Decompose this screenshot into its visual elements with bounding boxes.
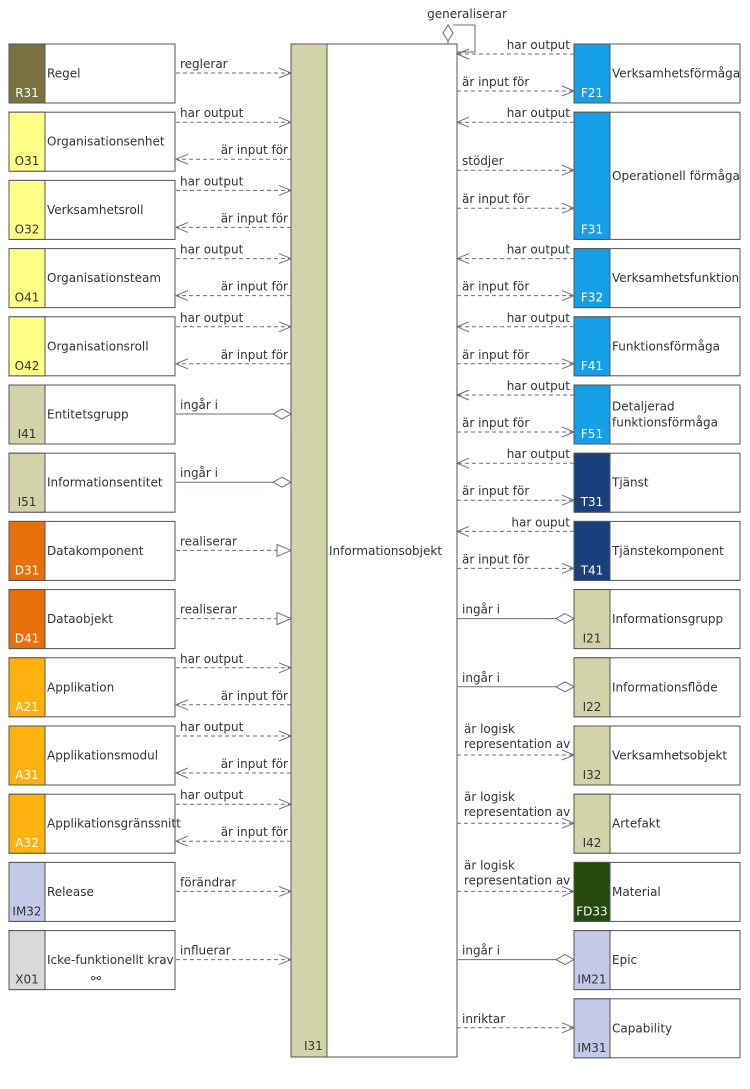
link-icon: ⚯	[91, 971, 102, 986]
relation-label: har output	[506, 106, 570, 121]
element-code: I22	[582, 699, 602, 714]
element-o42[interactable]	[9, 317, 175, 376]
relation-label: inriktar	[462, 1011, 506, 1026]
element-code: F21	[580, 86, 604, 100]
element-t31[interactable]	[574, 453, 740, 512]
element-im32[interactable]	[9, 862, 175, 921]
element-name: Dataobjekt	[47, 612, 113, 627]
relation-label: har output	[180, 310, 244, 325]
relation-label: representation av	[464, 737, 571, 751]
element-name: Regel	[47, 66, 81, 81]
element-name: Tjänst	[612, 475, 649, 490]
relation-label: är input för	[462, 484, 530, 499]
element-i51[interactable]	[9, 453, 175, 512]
relation-label: förändrar	[180, 875, 237, 890]
element-f31[interactable]	[574, 112, 740, 239]
element-name: funktionsförmåga	[612, 415, 718, 430]
element-code: A31	[15, 768, 39, 782]
element-name: Epic	[612, 953, 638, 968]
relation-label: har output	[506, 379, 570, 393]
element-code: I21	[582, 631, 602, 646]
relation-label: har ouput	[511, 515, 570, 530]
element-a32[interactable]	[9, 794, 181, 853]
element-code: D41	[14, 631, 40, 646]
element-code: A21	[15, 699, 39, 714]
element-name: Verksamhetsförmåga	[612, 66, 741, 81]
element-name: Informationsflöde	[612, 680, 718, 695]
element-i22[interactable]	[574, 658, 740, 717]
relation-label: är input för	[220, 143, 288, 158]
element-name: Verksamhetsroll	[47, 202, 144, 217]
relation-label: har output	[506, 310, 570, 325]
element-code: F31	[580, 222, 604, 237]
element-code: O42	[14, 358, 40, 373]
element-i42[interactable]	[574, 794, 740, 853]
element-name: Applikation	[47, 680, 115, 695]
element-code: I42	[582, 836, 602, 851]
element-i41[interactable]	[9, 385, 175, 444]
element-name: Entitetsgrupp	[47, 407, 129, 422]
relation-label: har output	[506, 38, 570, 52]
element-code: I32	[582, 768, 602, 782]
element-code: F51	[580, 427, 604, 441]
element-i21[interactable]	[574, 590, 740, 649]
relation-label: har output	[180, 788, 244, 803]
element-f41[interactable]	[574, 317, 740, 376]
relation-label: är input för	[462, 75, 530, 89]
element-code: O31	[14, 154, 40, 169]
element-f32[interactable]	[574, 249, 740, 308]
element-t41[interactable]	[574, 521, 740, 580]
relation-label: har output	[180, 106, 244, 121]
relation-label: är input för	[462, 347, 530, 362]
element-name: Funktionsförmåga	[612, 339, 720, 354]
center-element-label: Informationsobjekt	[329, 544, 443, 558]
element-name: Icke-funktionellt krav	[47, 953, 174, 968]
element-o31[interactable]	[9, 112, 175, 171]
relation-label: har output	[506, 242, 570, 257]
relation-label: ingår i	[462, 602, 500, 617]
relation-label: är input för	[220, 688, 288, 703]
element-name: Detaljerad	[612, 399, 675, 414]
element-code: X01	[15, 972, 39, 987]
relation-label: reglerar	[180, 57, 228, 71]
element-name: Tjänstekomponent	[612, 543, 724, 558]
element-fd33[interactable]	[574, 862, 740, 921]
element-d41[interactable]	[9, 590, 175, 649]
element-code: A32	[15, 836, 39, 851]
element-name: Organisationsenhet	[47, 134, 165, 149]
element-code: I51	[17, 495, 37, 510]
relation-label: har output	[180, 651, 244, 666]
element-code: T41	[580, 563, 604, 578]
element-r31[interactable]	[9, 44, 175, 103]
element-o41[interactable]	[9, 249, 175, 308]
element-im21[interactable]	[574, 931, 740, 990]
element-o32[interactable]	[9, 180, 175, 239]
center-element-code: I31	[304, 1039, 323, 1053]
relation-label: har output	[506, 447, 570, 462]
relation-label: är logisk	[464, 790, 515, 805]
relation-label: representation av	[464, 873, 571, 888]
relation-label: realiserar	[180, 602, 237, 617]
element-f51[interactable]	[574, 385, 740, 444]
relation-label: har output	[180, 174, 244, 189]
element-name: Datakomponent	[47, 543, 144, 558]
element-name: Organisationsroll	[47, 339, 149, 354]
relation-label: är input för	[220, 347, 288, 362]
relation-label: ingår i	[180, 398, 218, 412]
element-code: T31	[580, 495, 604, 510]
element-code: O32	[14, 222, 40, 237]
relation-label: är input för	[220, 279, 288, 294]
relation-label: har output	[180, 242, 244, 257]
relation-label: representation av	[464, 805, 571, 820]
element-name: Material	[612, 884, 661, 899]
element-x01[interactable]	[9, 931, 175, 990]
element-name: Artefakt	[612, 816, 661, 831]
element-code: IM21	[577, 972, 607, 987]
element-code: FD33	[576, 904, 608, 919]
relation-label: influerar	[180, 943, 231, 958]
relation-label: är input för	[462, 192, 530, 207]
relation-label: realiserar	[180, 534, 237, 549]
element-code: D31	[14, 563, 40, 578]
relation-label: ingår i	[462, 670, 500, 685]
element-code: IM32	[12, 904, 42, 919]
element-name: Operationell förmåga	[612, 168, 740, 183]
relation-label: är input för	[220, 825, 288, 840]
element-name: Informationsgrupp	[612, 612, 724, 627]
element-d31[interactable]	[9, 521, 175, 580]
element-code: O41	[14, 290, 40, 305]
relation-label: är logisk	[464, 722, 515, 736]
relation-label: är input för	[462, 279, 530, 294]
relation-label: är logisk	[464, 858, 515, 873]
element-code: F41	[580, 358, 604, 373]
relation-label: stödjer	[462, 154, 504, 169]
element-name: Applikationsgränssnitt	[47, 816, 181, 831]
element-name: Verksamhetsfunktion	[612, 271, 740, 286]
element-i32[interactable]	[574, 726, 740, 785]
relation-label: är input för	[462, 552, 530, 567]
relation-label: ingår i	[462, 943, 500, 958]
element-f21[interactable]	[574, 44, 740, 103]
element-a21[interactable]	[9, 658, 175, 717]
element-im31[interactable]	[574, 999, 740, 1058]
element-code: F32	[580, 290, 604, 305]
element-name: Release	[47, 884, 94, 899]
element-name: Applikationsmodul	[47, 748, 159, 763]
element-code: R31	[15, 86, 39, 100]
element-a31[interactable]	[9, 726, 175, 785]
relation-label: har output	[180, 720, 244, 734]
element-code: IM31	[577, 1040, 607, 1055]
center-element[interactable]	[291, 44, 457, 1057]
element-name: Informationsentitet	[47, 475, 163, 490]
relation-label: ingår i	[180, 466, 218, 481]
relation-label: är input för	[462, 416, 530, 430]
relation-label: är input för	[220, 757, 288, 771]
element-name: Verksamhetsobjekt	[612, 748, 728, 763]
element-name: Organisationsteam	[47, 271, 162, 286]
element-code: I41	[17, 427, 37, 441]
relation-label: är input för	[220, 211, 288, 226]
relation-label-generaliserar: generaliserar	[427, 7, 507, 21]
element-name: Capability	[612, 1021, 673, 1036]
